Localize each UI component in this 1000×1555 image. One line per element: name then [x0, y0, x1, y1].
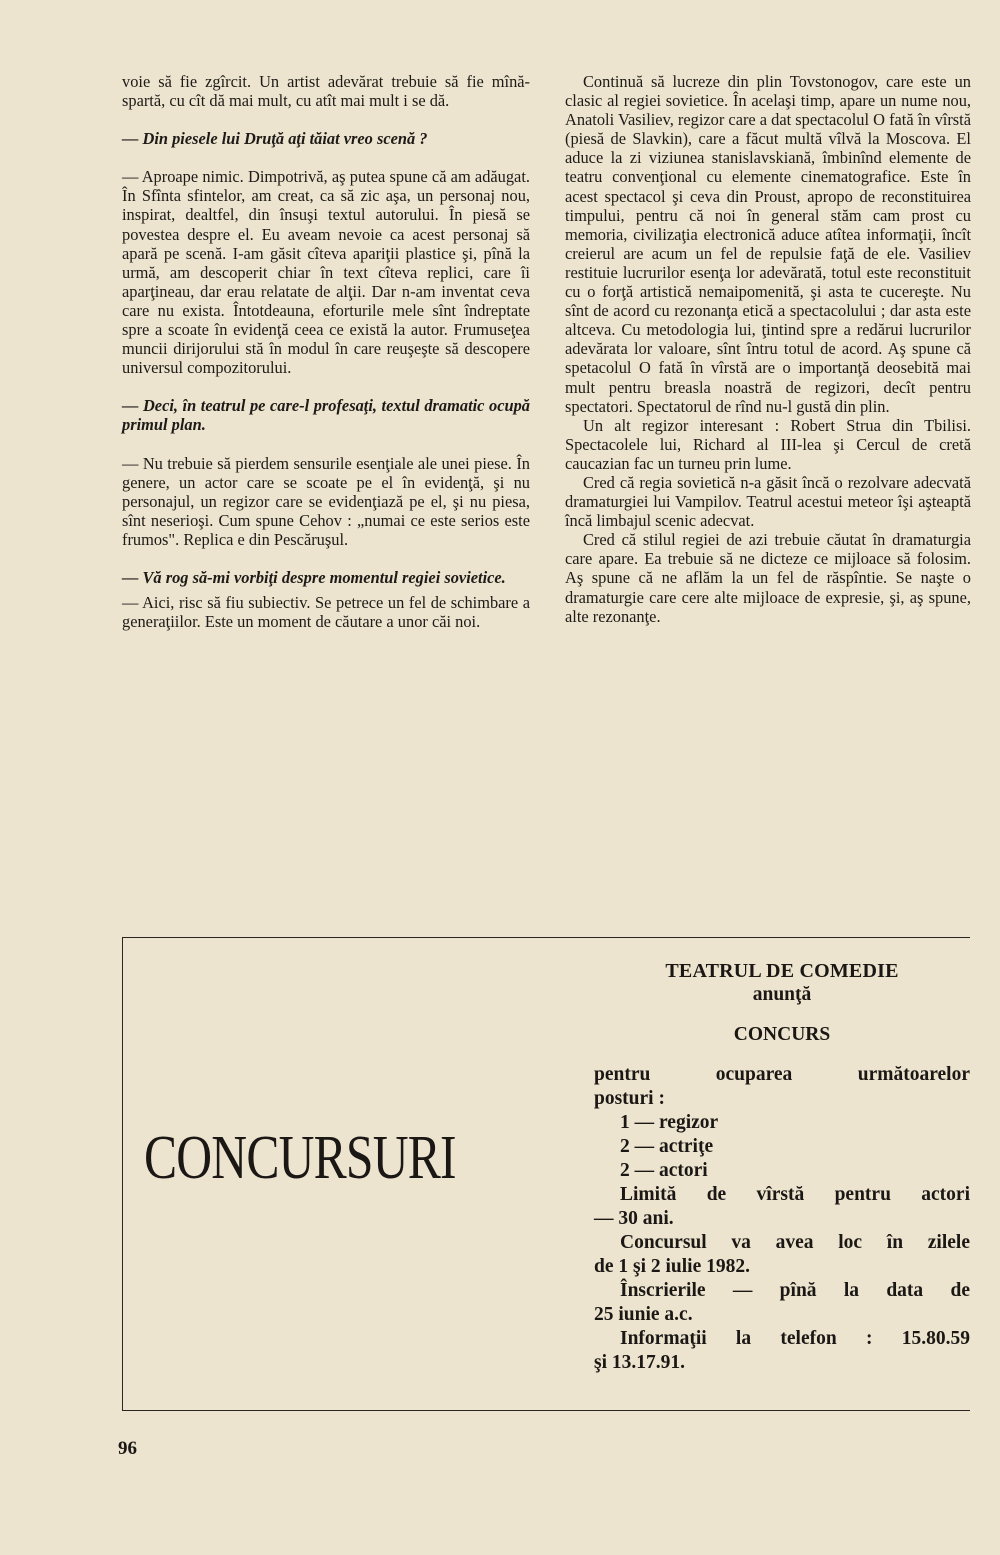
- page-number: 96: [118, 1438, 137, 1459]
- right-paragraph-2: Un alt regizor interesant : Robert Strua din Tbilisi. Spectacolele lui, Richard al III-lea şi Cercul de cretă caucazian fac un turneu prin lume.: [565, 415, 971, 473]
- contest-announcement: [594, 959, 970, 1375]
- right-paragraph-1: Continuă să lucreze din plin Tovstonogov, care este un clasic al regiei sovietice. În acelaşi timp, apare un nume nou, Anatoli Vasiliev, regizor care a dat spectacolul O fată în vîrstă (piesă de Slavkin), care a făcut multă vîlvă la Moscova. El aduce la zi viziunea stanislavskiană, îmbinînd elemente de teatru convenţional cu elemente cinematografice. Este în acest spectacol şi ceva din Proust, apropo de reconstituirea timpului, pentru că noi în general stăm cam prost cu memoria, civilizaţia electronică aduce atîtea informaţii, încît creierul are acum un fel de repulsie faţă de ele. Vasiliev restituie lucrurilor esenţa lor adevărată, totul este reconstituit cu o forţă artistică nemaipomenită, şi asta te cucereşte. Nu sînt de acord cu rezonanţa etică a spectacolului ; dar asta este altceva. Cu metodologia lui, ţintind spre a redărui lucrurilor adevărata lor valoare, sînt întru totul de acord. Aş spune că spetacolul O fată în vîrstă are o importanţă deosebită mai mult pentru breasla noastră de regizori, decît pentru spectatori. Spectatorul de rînd nu-l gustă din plin.: [565, 72, 971, 416]
- left-paragraph-1: voie să fie zgîrcit. Un artist adevărat trebuie să fie mînă-spartă, cu cît dă mai mult, cu atît mai mult i se dă.: [122, 72, 530, 111]
- right-paragraph-4: Cred că stilul regiei de azi trebuie căutat în dramaturgia care apare. Ea trebuie să ne dicteze ce mijloace să folosim. Aş spune că ne aflăm la un fel de răspîntie. Se naşte o dramaturgie care cere alte mijloace de expresie, şi, aş spune, alte rezonanţe.: [565, 530, 971, 626]
- age-limit-line-2: — 30 ani.: [594, 1208, 674, 1229]
- section-title: CONCURSURI: [144, 1124, 456, 1192]
- left-paragraph-2: — Aproape nimic. Dimpotrivă, aş putea spune că am adăugat. În Sfînta sfintelor, am creat, ca să zic aşa, un personaj nou, inspirat, dealtfel, din însuşi textul autorului. În piesă se povestea despre el. Eu aveam nevoie ca acest personaj să apară pe scenă. I-am găsit cîteva apariţii plastice şi, pînă la urmă, am descoperit chiar în text cîteva replici, care îi aparţineau, dar erau relatate de alţii. Dar n-am inventat ceva care nu exista. Întotdeauna, eforturile mele sînt îndreptate spre a scoate în evidenţă ceea ce există la autor. Frumuseţea muncii dirijorului stă în modul în care reuşeşte să descopere universul compozitorului.: [122, 167, 530, 378]
- registration-line-1: Înscrierile — pînă la data de: [620, 1280, 970, 1301]
- interview-question-2: — Deci, în teatrul pe care-l profesaţi, textul dramatic ocupă primul plan.: [122, 396, 530, 435]
- interview-question-1: — Din piesele lui Druţă aţi tăiat vreo scenă ?: [122, 129, 428, 149]
- announcement-box: [122, 937, 970, 1411]
- intro-line-1: pentru ocuparea următoarelor: [594, 1064, 970, 1085]
- post-item: 2 — actori: [620, 1160, 708, 1181]
- contest-dates-line-2: de 1 şi 2 iulie 1982.: [594, 1256, 751, 1277]
- post-item: 2 — actriţe: [620, 1136, 714, 1157]
- right-column: [565, 72, 971, 626]
- age-limit-line-1: Limită de vîrstă pentru actori: [620, 1184, 970, 1205]
- announces-word: anunţă: [752, 984, 812, 1005]
- box-top-rule: [122, 937, 970, 938]
- contest-heading: CONCURS: [733, 1024, 831, 1045]
- left-paragraph-4: — Aici, risc să fiu subiectiv. Se petrece un fel de schimbare a generaţiilor. Este un moment de căutare a unor căi noi.: [122, 593, 530, 632]
- box-left-rule: [122, 937, 123, 1411]
- interview-question-3: — Vă rog să-mi vorbiţi despre momentul regiei sovietice.: [122, 567, 506, 587]
- left-paragraph-3: — Nu trebuie să pierdem sensurile esenţiale ale unei piese. În genere, un actor care se scoate pe el în evidenţă, şi nu personajul, un regizor care se evidenţiază pe el, şi nu piesa, sînt neserioşi. Cum spune Cehov : „numai ce este serios este frumos". Replica e din Pescăruşul.: [122, 453, 530, 549]
- info-phone-line-1: Informaţii la telefon : 15.80.59: [620, 1328, 970, 1349]
- box-bottom-rule: [122, 1410, 970, 1411]
- theatre-name: TEATRUL DE COMEDIE: [665, 960, 899, 982]
- registration-line-2: 25 iunie a.c.: [594, 1304, 693, 1325]
- contest-dates-line-1: Concursul va avea loc în zilele: [620, 1232, 970, 1253]
- right-paragraph-3: Cred că regia sovietică n-a găsit încă o rezolvare adecvată dramaturgiei lui Vampilov. Teatrul acestui meteor îşi aşteaptă încă limbajul scenic adecvat.: [565, 472, 971, 531]
- left-column: [122, 72, 530, 650]
- intro-line-2: posturi :: [594, 1088, 665, 1109]
- post-item: 1 — regizor: [620, 1112, 719, 1133]
- info-phone-line-2: şi 13.17.91.: [594, 1352, 686, 1373]
